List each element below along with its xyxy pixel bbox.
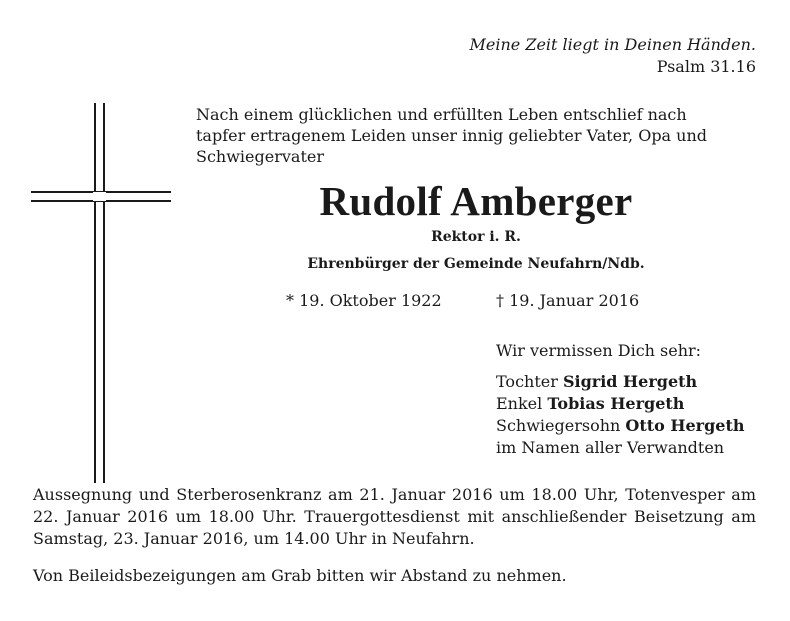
deceased-title: Rektor i. R. — [431, 229, 521, 245]
mourner-relation: Enkel — [496, 394, 543, 413]
intro-line: Schwiegervater — [196, 147, 324, 166]
mourner-relation: Schwiegersohn — [496, 416, 621, 435]
intro-line: Nach einem glücklichen und erfüllten Leben entschlief nach — [196, 105, 687, 124]
mourners-heading: Wir vermissen Dich sehr: — [496, 341, 702, 360]
condolence-note: Von Beileidsbezeigungen am Grab bitten wir Abstand zu nehmen. — [33, 566, 567, 585]
mourner-relation: Tochter — [496, 372, 558, 391]
birth-date: * 19. Oktober 1922 — [286, 291, 442, 310]
cross-icon — [31, 103, 171, 483]
verse-text: Meine Zeit liegt in Deinen Händen. — [469, 35, 756, 54]
mourner-name: Otto Hergeth — [625, 416, 745, 435]
mourner-entry — [496, 393, 745, 415]
mourners-list — [496, 340, 745, 459]
mourner-entry — [496, 371, 745, 393]
intro-line: tapfer ertragenem Leiden unser innig geliebter Vater, Opa und — [196, 126, 708, 145]
funeral-schedule: Aussegnung und Sterberosenkranz am 21. Januar 2016 um 18.00 Uhr, Totenvesper am 22. Januar 2016 um 18.00 Uhr. Trauergottesdienst mit anschließender Beisetzung am Samstag, 23. Januar 2016, um 14.00 Uhr in Neufahrn. — [33, 485, 756, 548]
death-date: † 19. Januar 2016 — [496, 291, 640, 310]
deceased-honor: Ehrenbürger der Gemeinde Neufahrn/Ndb. — [307, 256, 645, 272]
mourner-name: Sigrid Hergeth — [562, 372, 698, 391]
verse-reference: Psalm 31.16 — [656, 57, 756, 76]
deceased-name: Rudolf Amberger — [319, 178, 633, 224]
bible-verse — [470, 34, 757, 78]
intro-text — [196, 104, 756, 167]
mourner-name: Tobias Hergeth — [547, 394, 685, 413]
mourner-entry — [496, 415, 745, 437]
mourners-closing: im Namen aller Verwandten — [496, 438, 725, 457]
